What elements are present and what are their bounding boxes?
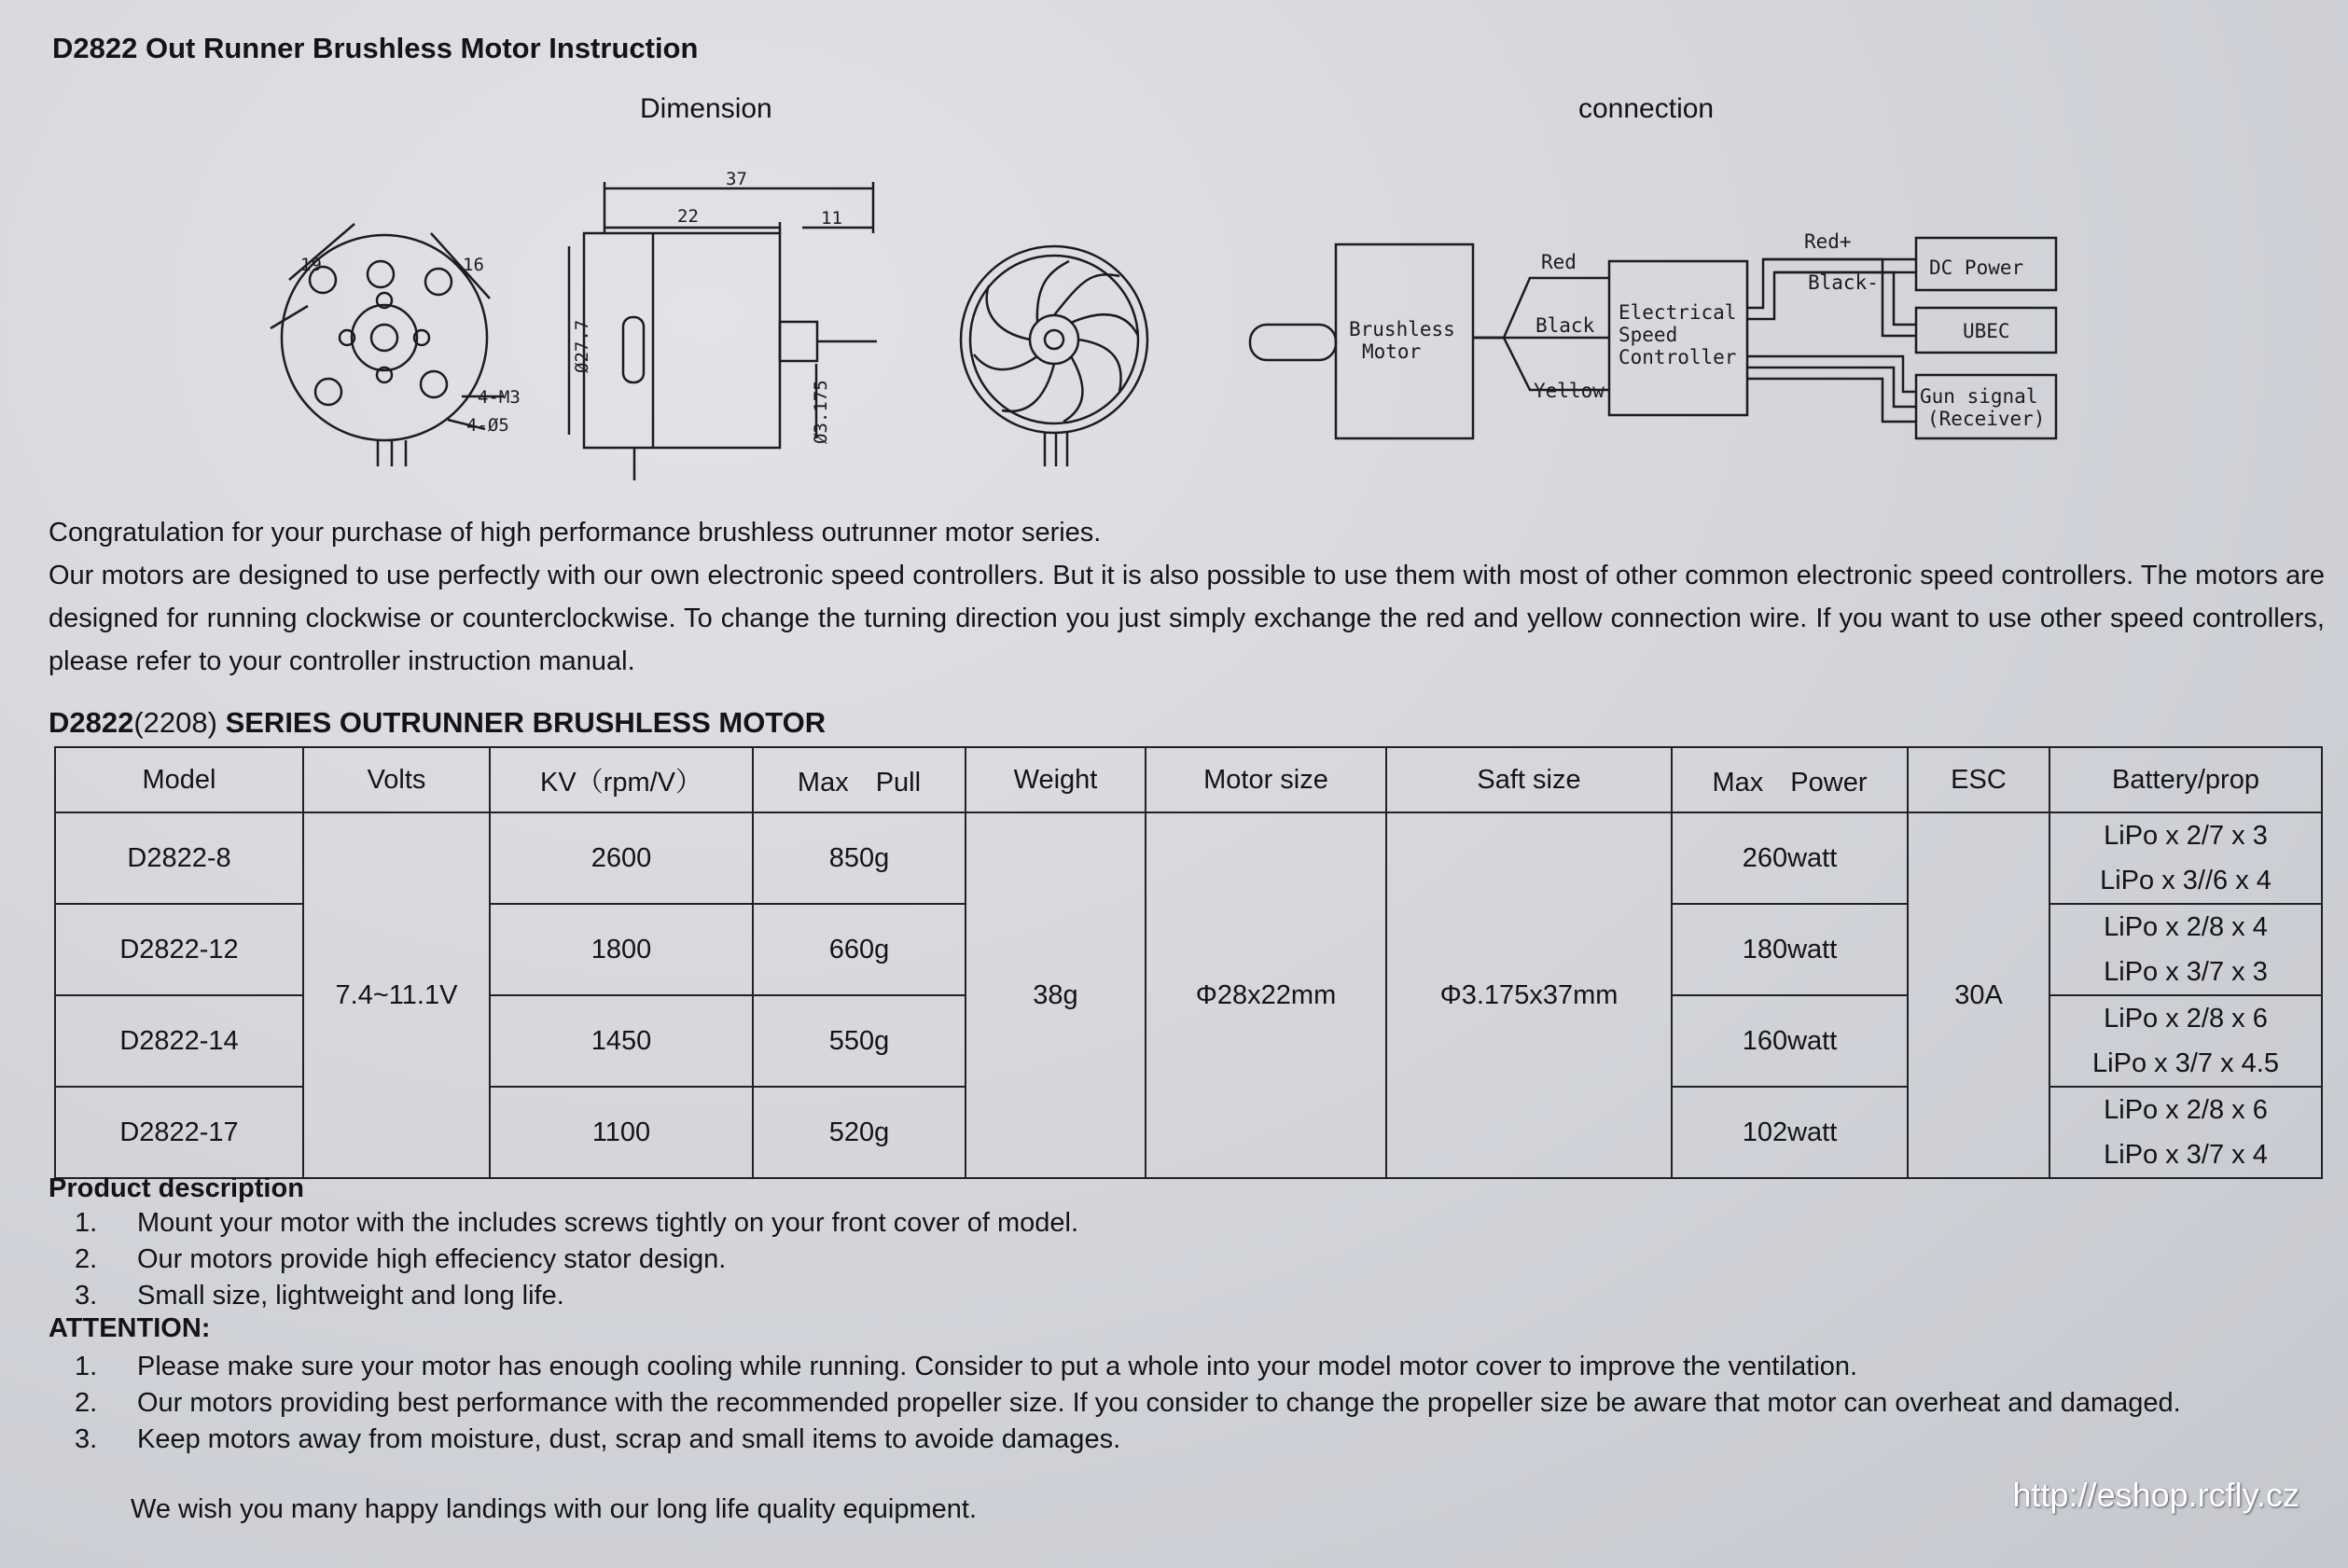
header-model: Model bbox=[55, 747, 303, 812]
series-paren: (2208) bbox=[133, 706, 217, 739]
cell-model: D2822-17 bbox=[55, 1087, 303, 1178]
cell-kv: 1450 bbox=[490, 995, 753, 1087]
intro-paragraph-1: Congratulation for your purchase of high performance brushless outrunner motor series. bbox=[49, 518, 1102, 548]
cell-kv: 1800 bbox=[490, 904, 753, 995]
battery-option: LiPo x 2/8 x 4 bbox=[2104, 912, 2268, 942]
header-weight: Weight bbox=[966, 747, 1146, 812]
cell-model: D2822-14 bbox=[55, 995, 303, 1087]
cell-max-pull: 550g bbox=[753, 995, 966, 1087]
cell-weight: 38g bbox=[966, 812, 1146, 1178]
cell-esc: 30A bbox=[1908, 812, 2049, 1178]
cell-battery-prop bbox=[2049, 904, 2322, 995]
gun-signal-label-2: (Receiver) bbox=[1927, 408, 2046, 430]
ubec-label: UBEC bbox=[1963, 320, 2010, 342]
closing-text: We wish you many happy landings with our long life quality equipment. bbox=[131, 1494, 978, 1524]
dim-4-m3: 4-M3 bbox=[478, 387, 521, 408]
dim-diameter-277: Ø27.7 bbox=[572, 319, 592, 373]
list-number: 1. bbox=[75, 1208, 98, 1238]
dc-power-label: DC Power bbox=[1929, 257, 2024, 279]
list-text: Our motors provide high effeciency stator design. bbox=[137, 1244, 727, 1274]
cell-battery-prop bbox=[2049, 995, 2322, 1087]
attention-list bbox=[49, 1349, 2325, 1458]
list-item bbox=[49, 1242, 1078, 1278]
header-saft-size: Saft size bbox=[1386, 747, 1672, 812]
list-number: 3. bbox=[75, 1424, 98, 1454]
battery-option: LiPo x 3/7 x 3 bbox=[2104, 957, 2268, 987]
dimension-label: Dimension bbox=[640, 93, 772, 124]
wire-black-label: Black bbox=[1535, 314, 1595, 337]
power-wire-red-label: Red+ bbox=[1804, 230, 1852, 253]
list-text: Keep motors away from moisture, dust, scrap and small items to avoide damages. bbox=[137, 1424, 1121, 1454]
battery-option: LiPo x 2/8 x 6 bbox=[2104, 1095, 2268, 1125]
motor-box-label-2: Motor bbox=[1362, 340, 1422, 363]
list-number: 2. bbox=[75, 1388, 98, 1418]
list-number: 3. bbox=[75, 1281, 98, 1311]
product-description-list bbox=[49, 1205, 1078, 1314]
cell-battery-prop bbox=[2049, 812, 2322, 904]
list-number: 1. bbox=[75, 1352, 98, 1381]
dim-22: 22 bbox=[677, 206, 699, 227]
cell-max-pull: 520g bbox=[753, 1087, 966, 1178]
cell-motor-size: Φ28x22mm bbox=[1146, 812, 1386, 1178]
cell-kv: 2600 bbox=[490, 812, 753, 904]
product-description-heading: Product description bbox=[49, 1173, 304, 1203]
esc-box-label-2: Speed bbox=[1619, 324, 1678, 346]
battery-option: LiPo x 2/7 x 3 bbox=[2104, 821, 2268, 851]
cell-max-power: 180watt bbox=[1672, 904, 1908, 995]
watermark-url: http://eshop.rcfly.cz bbox=[2012, 1476, 2299, 1514]
list-item bbox=[49, 1422, 2325, 1458]
motor-rear-view bbox=[961, 246, 1147, 466]
table-header-row bbox=[55, 747, 2322, 812]
battery-option: LiPo x 3//6 x 4 bbox=[2100, 866, 2272, 895]
dim-37: 37 bbox=[726, 169, 747, 189]
list-item bbox=[49, 1349, 2325, 1385]
list-text: Mount your motor with the includes screws tightly on your front cover of model. bbox=[137, 1208, 1078, 1238]
battery-option: LiPo x 2/8 x 6 bbox=[2104, 1004, 2268, 1034]
specs-table bbox=[54, 746, 2323, 1179]
list-text: Please make sure your motor has enough cooling while running. Consider to put a whole into your model motor cover to improve the ventilation. bbox=[137, 1352, 1858, 1381]
cell-saft-size: Φ3.175x37mm bbox=[1386, 812, 1672, 1178]
cell-kv: 1100 bbox=[490, 1087, 753, 1178]
cell-max-pull: 660g bbox=[753, 904, 966, 995]
header-esc: ESC bbox=[1908, 747, 2049, 812]
cell-max-power: 260watt bbox=[1672, 812, 1908, 904]
battery-option: LiPo x 3/7 x 4 bbox=[2104, 1140, 2268, 1170]
list-text: Small size, lightweight and long life. bbox=[137, 1281, 564, 1311]
header-max-power: Max Power bbox=[1672, 747, 1908, 812]
header-max-pull: Max Pull bbox=[753, 747, 966, 812]
cell-model: D2822-8 bbox=[55, 812, 303, 904]
cell-battery-prop bbox=[2049, 1087, 2322, 1178]
esc-box-label-3: Controller bbox=[1619, 346, 1737, 368]
dimension-drawing bbox=[0, 0, 2348, 504]
dim-19: 19 bbox=[300, 255, 322, 275]
esc-box-label-1: Electrical bbox=[1619, 301, 1737, 324]
motor-box-label-1: Brushless bbox=[1349, 318, 1455, 340]
gun-signal-label-1: Gun signal bbox=[1920, 385, 2038, 408]
series-title bbox=[49, 706, 826, 740]
series-suffix: SERIES OUTRUNNER BRUSHLESS MOTOR bbox=[216, 706, 827, 739]
list-text: Our motors providing best performance with the recommended propeller size. If you consider to change the propeller size be aware that motor can overheat and damaged. bbox=[137, 1388, 2181, 1418]
power-wire-black-label: Black- bbox=[1808, 271, 1879, 294]
header-volts: Volts bbox=[303, 747, 490, 812]
list-item bbox=[49, 1205, 1078, 1242]
intro-text bbox=[49, 511, 2325, 683]
dim-4-o5: 4-Ø5 bbox=[466, 415, 509, 436]
header-motor-size: Motor size bbox=[1146, 747, 1386, 812]
dim-shaft-3175: Ø3.175 bbox=[811, 380, 831, 444]
document-title: D2822 Out Runner Brushless Motor Instruction bbox=[52, 32, 699, 64]
wire-red-label: Red bbox=[1541, 251, 1577, 273]
cell-max-pull: 850g bbox=[753, 812, 966, 904]
connection-label: connection bbox=[1578, 93, 1715, 124]
cell-volts: 7.4~11.1V bbox=[303, 812, 490, 1178]
cell-model: D2822-12 bbox=[55, 904, 303, 995]
list-number: 2. bbox=[75, 1244, 98, 1274]
wire-yellow-label: Yellow bbox=[1534, 380, 1605, 402]
header-battery-prop: Battery/prop bbox=[2049, 747, 2322, 812]
header-kv: KV（rpm/V） bbox=[490, 747, 753, 812]
dim-16: 16 bbox=[463, 255, 484, 275]
series-prefix: D2822 bbox=[49, 706, 134, 739]
battery-option: LiPo x 3/7 x 4.5 bbox=[2092, 1048, 2279, 1078]
cell-max-power: 160watt bbox=[1672, 995, 1908, 1087]
table-row bbox=[55, 812, 2322, 904]
list-item bbox=[49, 1278, 1078, 1314]
dim-11: 11 bbox=[821, 208, 842, 229]
attention-heading: ATTENTION: bbox=[49, 1313, 211, 1343]
cell-max-power: 102watt bbox=[1672, 1087, 1908, 1178]
list-item bbox=[49, 1385, 2325, 1422]
intro-paragraph-2: Our motors are designed to use perfectly with our own electronic speed controllers. But it is also possible to use them with most of other common electronic speed controllers. The motors are designed for running clockwise or counterclockwise. To change the turning direction you just simply exchange the red and yellow connection wire. If you want to use other speed controllers, please refer to your controller instruction manual. bbox=[49, 561, 2325, 676]
